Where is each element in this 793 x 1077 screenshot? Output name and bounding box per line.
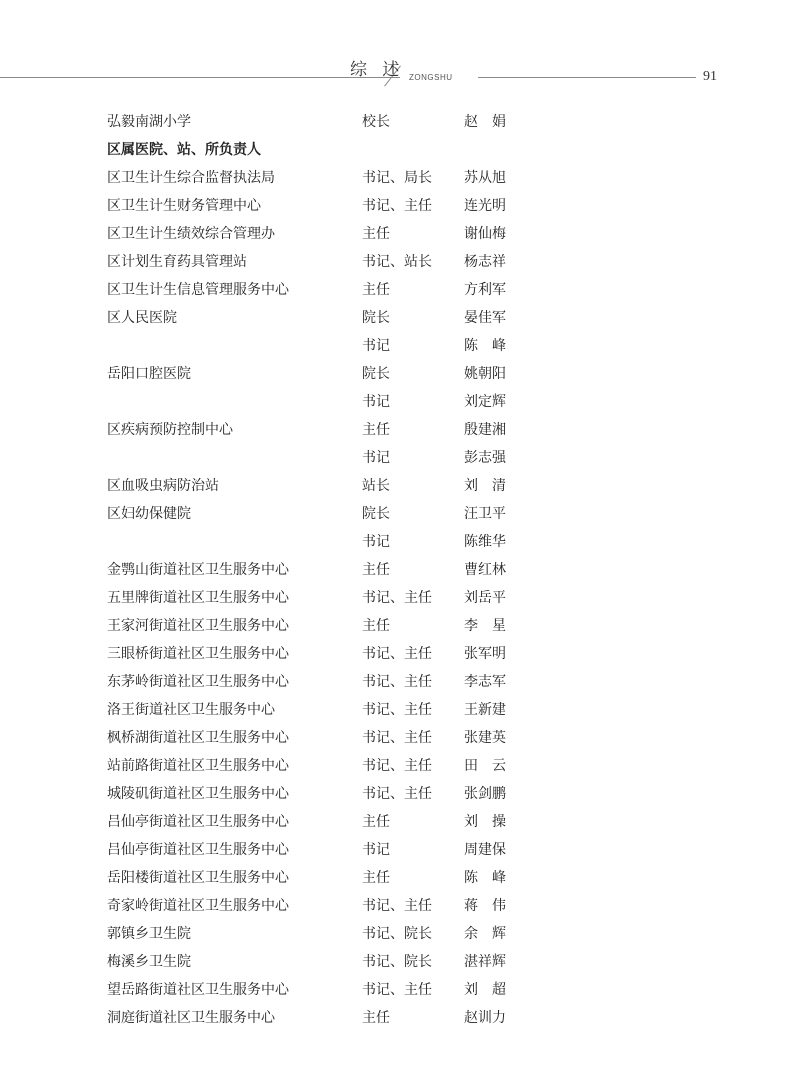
position-title: 书记、主任 bbox=[362, 898, 432, 914]
person-name: 李志军 bbox=[464, 674, 506, 690]
organization-name: 王家河街道社区卫生服务中心 bbox=[107, 618, 289, 634]
position-title: 书记、主任 bbox=[362, 646, 432, 662]
list-item bbox=[107, 612, 527, 640]
person-name: 彭志强 bbox=[464, 450, 506, 466]
organization-name: 弘毅南湖小学 bbox=[107, 114, 191, 130]
organization-name: 区卫生计生绩效综合管理办 bbox=[107, 226, 275, 242]
list-item bbox=[107, 528, 527, 556]
person-name: 余 辉 bbox=[464, 926, 506, 942]
organization-name: 岳阳口腔医院 bbox=[107, 366, 191, 382]
list-item bbox=[107, 976, 527, 1004]
person-name: 殷建湘 bbox=[464, 422, 506, 438]
organization-name: 区属医院、站、所负责人 bbox=[107, 142, 261, 158]
person-name: 刘 操 bbox=[464, 814, 506, 830]
list-item bbox=[107, 164, 527, 192]
position-title: 书记、主任 bbox=[362, 982, 432, 998]
person-name: 湛祥辉 bbox=[464, 954, 506, 970]
organization-name: 区血吸虫病防治站 bbox=[107, 478, 219, 494]
organization-name: 区人民医院 bbox=[107, 310, 177, 326]
page-number: 91 bbox=[703, 69, 717, 84]
organization-name: 区卫生计生综合监督执法局 bbox=[107, 170, 275, 186]
person-name: 谢仙梅 bbox=[464, 226, 506, 242]
header-rule-left bbox=[0, 77, 400, 78]
list-item bbox=[107, 108, 527, 136]
list-item bbox=[107, 780, 527, 808]
person-name: 赵 娟 bbox=[464, 114, 506, 130]
organization-name: 枫桥湖街道社区卫生服务中心 bbox=[107, 730, 289, 746]
position-title: 主任 bbox=[362, 226, 390, 242]
person-name: 刘定辉 bbox=[464, 394, 506, 410]
position-title: 书记、主任 bbox=[362, 758, 432, 774]
section-subtitle: ZONGSHU bbox=[409, 73, 453, 82]
organization-name: 郭镇乡卫生院 bbox=[107, 926, 191, 942]
person-name: 蒋 伟 bbox=[464, 898, 506, 914]
person-name: 张剑鹏 bbox=[464, 786, 506, 802]
list-item bbox=[107, 640, 527, 668]
position-title: 书记 bbox=[362, 534, 390, 550]
person-name: 李 星 bbox=[464, 618, 506, 634]
position-title: 书记、院长 bbox=[362, 954, 432, 970]
list-item bbox=[107, 444, 527, 472]
header-rule-right bbox=[478, 77, 696, 78]
list-item bbox=[107, 192, 527, 220]
person-name: 刘 超 bbox=[464, 982, 506, 998]
position-title: 主任 bbox=[362, 422, 390, 438]
list-item bbox=[107, 332, 527, 360]
list-item bbox=[107, 1004, 527, 1032]
organization-name: 洞庭街道社区卫生服务中心 bbox=[107, 1010, 275, 1026]
position-title: 书记 bbox=[362, 842, 390, 858]
person-name: 张建英 bbox=[464, 730, 506, 746]
position-title: 书记、主任 bbox=[362, 674, 432, 690]
position-title: 书记、主任 bbox=[362, 198, 432, 214]
organization-name: 望岳路街道社区卫生服务中心 bbox=[107, 982, 289, 998]
person-name: 周建保 bbox=[464, 842, 506, 858]
list-item bbox=[107, 388, 527, 416]
person-name: 张军明 bbox=[464, 646, 506, 662]
position-title: 主任 bbox=[362, 870, 390, 886]
personnel-list bbox=[107, 108, 527, 1032]
person-name: 田 云 bbox=[464, 758, 506, 774]
list-item bbox=[107, 948, 527, 976]
organization-name: 洛王街道社区卫生服务中心 bbox=[107, 702, 275, 718]
page-header bbox=[0, 0, 793, 100]
list-item bbox=[107, 472, 527, 500]
organization-name: 站前路街道社区卫生服务中心 bbox=[107, 758, 289, 774]
position-title: 书记、局长 bbox=[362, 170, 432, 186]
position-title: 院长 bbox=[362, 506, 390, 522]
person-name: 杨志祥 bbox=[464, 254, 506, 270]
list-item bbox=[107, 248, 527, 276]
list-item bbox=[107, 360, 527, 388]
list-item bbox=[107, 696, 527, 724]
list-item bbox=[107, 892, 527, 920]
position-title: 书记、院长 bbox=[362, 926, 432, 942]
list-item bbox=[107, 556, 527, 584]
person-name: 王新建 bbox=[464, 702, 506, 718]
position-title: 书记、主任 bbox=[362, 590, 432, 606]
organization-name: 五里牌街道社区卫生服务中心 bbox=[107, 590, 289, 606]
organization-name: 区疾病预防控制中心 bbox=[107, 422, 233, 438]
person-name: 刘岳平 bbox=[464, 590, 506, 606]
person-name: 汪卫平 bbox=[464, 506, 506, 522]
person-name: 赵训力 bbox=[464, 1010, 506, 1026]
organization-name: 金鹗山街道社区卫生服务中心 bbox=[107, 562, 289, 578]
list-item bbox=[107, 500, 527, 528]
position-title: 主任 bbox=[362, 814, 390, 830]
person-name: 晏佳军 bbox=[464, 310, 506, 326]
organization-name: 东茅岭街道社区卫生服务中心 bbox=[107, 674, 289, 690]
person-name: 陈 峰 bbox=[464, 338, 506, 354]
person-name: 苏从旭 bbox=[464, 170, 506, 186]
position-title: 站长 bbox=[362, 478, 390, 494]
position-title: 院长 bbox=[362, 310, 390, 326]
list-item bbox=[107, 668, 527, 696]
position-title: 书记 bbox=[362, 338, 390, 354]
person-name: 陈 峰 bbox=[464, 870, 506, 886]
position-title: 书记、主任 bbox=[362, 786, 432, 802]
person-name: 姚朝阳 bbox=[464, 366, 506, 382]
person-name: 陈维华 bbox=[464, 534, 506, 550]
list-item bbox=[107, 724, 527, 752]
position-title: 主任 bbox=[362, 282, 390, 298]
organization-name: 梅溪乡卫生院 bbox=[107, 954, 191, 970]
list-item bbox=[107, 220, 527, 248]
person-name: 刘 清 bbox=[464, 478, 506, 494]
list-item bbox=[107, 808, 527, 836]
position-title: 主任 bbox=[362, 618, 390, 634]
organization-name: 奇家岭街道社区卫生服务中心 bbox=[107, 898, 289, 914]
organization-name: 吕仙亭街道社区卫生服务中心 bbox=[107, 814, 289, 830]
person-name: 连光明 bbox=[464, 198, 506, 214]
list-item bbox=[107, 416, 527, 444]
list-item bbox=[107, 920, 527, 948]
section-title: 综 述 bbox=[350, 60, 405, 80]
organization-name: 三眼桥街道社区卫生服务中心 bbox=[107, 646, 289, 662]
organization-name: 城陵矶街道社区卫生服务中心 bbox=[107, 786, 289, 802]
position-title: 书记 bbox=[362, 394, 390, 410]
organization-name: 岳阳楼街道社区卫生服务中心 bbox=[107, 870, 289, 886]
position-title: 主任 bbox=[362, 562, 390, 578]
position-title: 书记、主任 bbox=[362, 702, 432, 718]
person-name: 曹红林 bbox=[464, 562, 506, 578]
list-item bbox=[107, 276, 527, 304]
position-title: 院长 bbox=[362, 366, 390, 382]
list-item bbox=[107, 584, 527, 612]
position-title: 书记、主任 bbox=[362, 730, 432, 746]
position-title: 书记、站长 bbox=[362, 254, 432, 270]
position-title: 书记 bbox=[362, 450, 390, 466]
organization-name: 吕仙亭街道社区卫生服务中心 bbox=[107, 842, 289, 858]
list-item bbox=[107, 836, 527, 864]
position-title: 校长 bbox=[362, 114, 390, 130]
position-title: 主任 bbox=[362, 1010, 390, 1026]
list-item bbox=[107, 304, 527, 332]
organization-name: 区妇幼保健院 bbox=[107, 506, 191, 522]
section-heading bbox=[107, 136, 527, 164]
organization-name: 区卫生计生信息管理服务中心 bbox=[107, 282, 289, 298]
organization-name: 区卫生计生财务管理中心 bbox=[107, 198, 261, 214]
organization-name: 区计划生育药具管理站 bbox=[107, 254, 247, 270]
person-name: 方利军 bbox=[464, 282, 506, 298]
list-item bbox=[107, 752, 527, 780]
list-item bbox=[107, 864, 527, 892]
